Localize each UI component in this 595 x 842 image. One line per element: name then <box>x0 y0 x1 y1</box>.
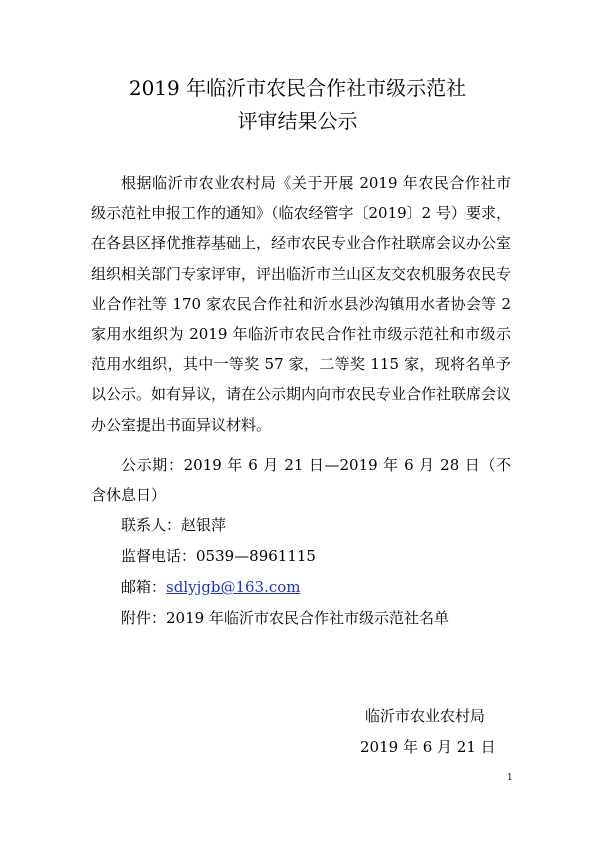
signature-date: 2019 年 6 月 21 日 <box>360 738 496 756</box>
body-paragraph-main: 根据临沂市农业农村局《关于开展 2019 年农民合作社市级示范社申报工作的通知》（临农经管字〔2019〕2 号）要求，在各县区择优推荐基础上，经市农民专业合作社联席会议办公室组织相关部门专家评审，评出临沂市兰山区友交农机服务农民专业合作社等 170 家农民合作社和沂水县沙沟镇用水者协会等 2 家用水组织为 2019 年临沂市农民合作社市级示范社和市级示范用水组织，其中一等奖 57 家，二等奖 115 家，现将名单予以公示。如有异议，请在公示期内向市农民专业合作社联席会议办公室提出书面异议材料。 <box>91 174 512 434</box>
email-line <box>121 572 301 602</box>
document-title-line2: 评审结果公示 <box>237 109 358 133</box>
body-paragraph-period: 公示期：2019 年 6 月 21 日—2019 年 6 月 28 日（不含休息日） <box>91 456 511 505</box>
document-title-line1: 2019 年临沂市农民合作社市级示范社 <box>128 76 467 100</box>
page-number: 1 <box>507 773 513 783</box>
attachment-line: 附件：2019 年临沂市农民合作社市级示范社名单 <box>121 609 449 627</box>
email-link[interactable]: sdlyjgb@163.com <box>166 578 301 596</box>
supervision-phone: 监督电话：0539—8961115 <box>121 547 316 565</box>
signature-organization: 临沂市农业农村局 <box>365 707 486 725</box>
email-label: 邮箱： <box>121 578 167 596</box>
contact-person: 联系人：赵银萍 <box>121 516 227 534</box>
